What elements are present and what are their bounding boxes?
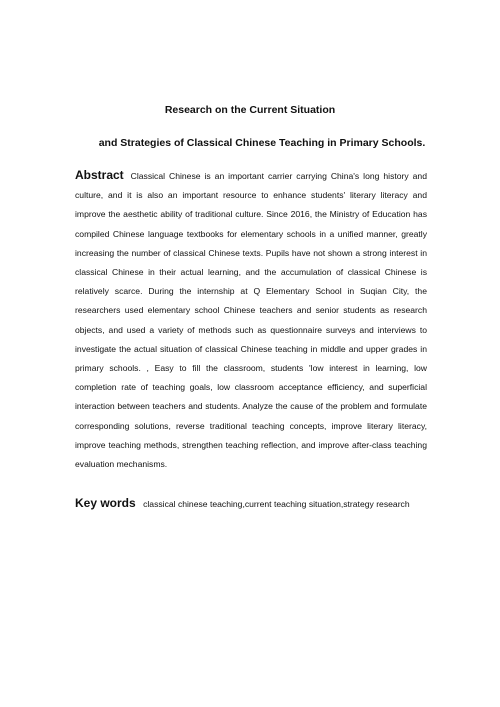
abstract-text: Classical Chinese is an important carrier carrying China's long history and culture, and it is also an important resource to enhance students' literary literacy and improve the aesthetic ability of traditional culture. Since 2016, the Ministry of Education has compiled Chinese language textbooks for elementary schools in a unified manner, greatly increasing the number of classical Chinese texts. Pupils have not shown a strong interest in classical Chinese in their actual learning, and the accumulation of classical Chinese is relatively scarce. During the internship at Q Elementary School in Suqian City, the researchers used elementary school Chinese teachers and senior students as research objects, and used a variety of methods such as questionnaire surveys and interviews to investigate the actual situation of classical Chinese teaching in middle and upper grades in primary schools. , Easy to fill the classroom, students 'low interest in learning, low completion rate of teaching goals, low classroom acceptance efficiency, and superficial interaction between teachers and students. Analyze the cause of the problem and formulate corresponding solutions, reverse traditional teaching concepts, improve literary literacy, improve teaching methods, strengthen teaching reflection, and improve after-class teaching evaluation mechanisms. bbox=[75, 171, 427, 470]
abstract-paragraph bbox=[75, 166, 427, 474]
keywords-text: classical chinese teaching,current teaching situation,strategy research bbox=[143, 499, 410, 509]
keywords-line bbox=[75, 494, 435, 514]
title-line-1: Research on the Current Situation bbox=[164, 104, 336, 116]
keywords-label: Key words bbox=[75, 496, 136, 510]
abstract-label: Abstract bbox=[75, 168, 124, 182]
title-line-2: and Strategies of Classical Chinese Teaching in Primary Schools. bbox=[98, 137, 426, 149]
